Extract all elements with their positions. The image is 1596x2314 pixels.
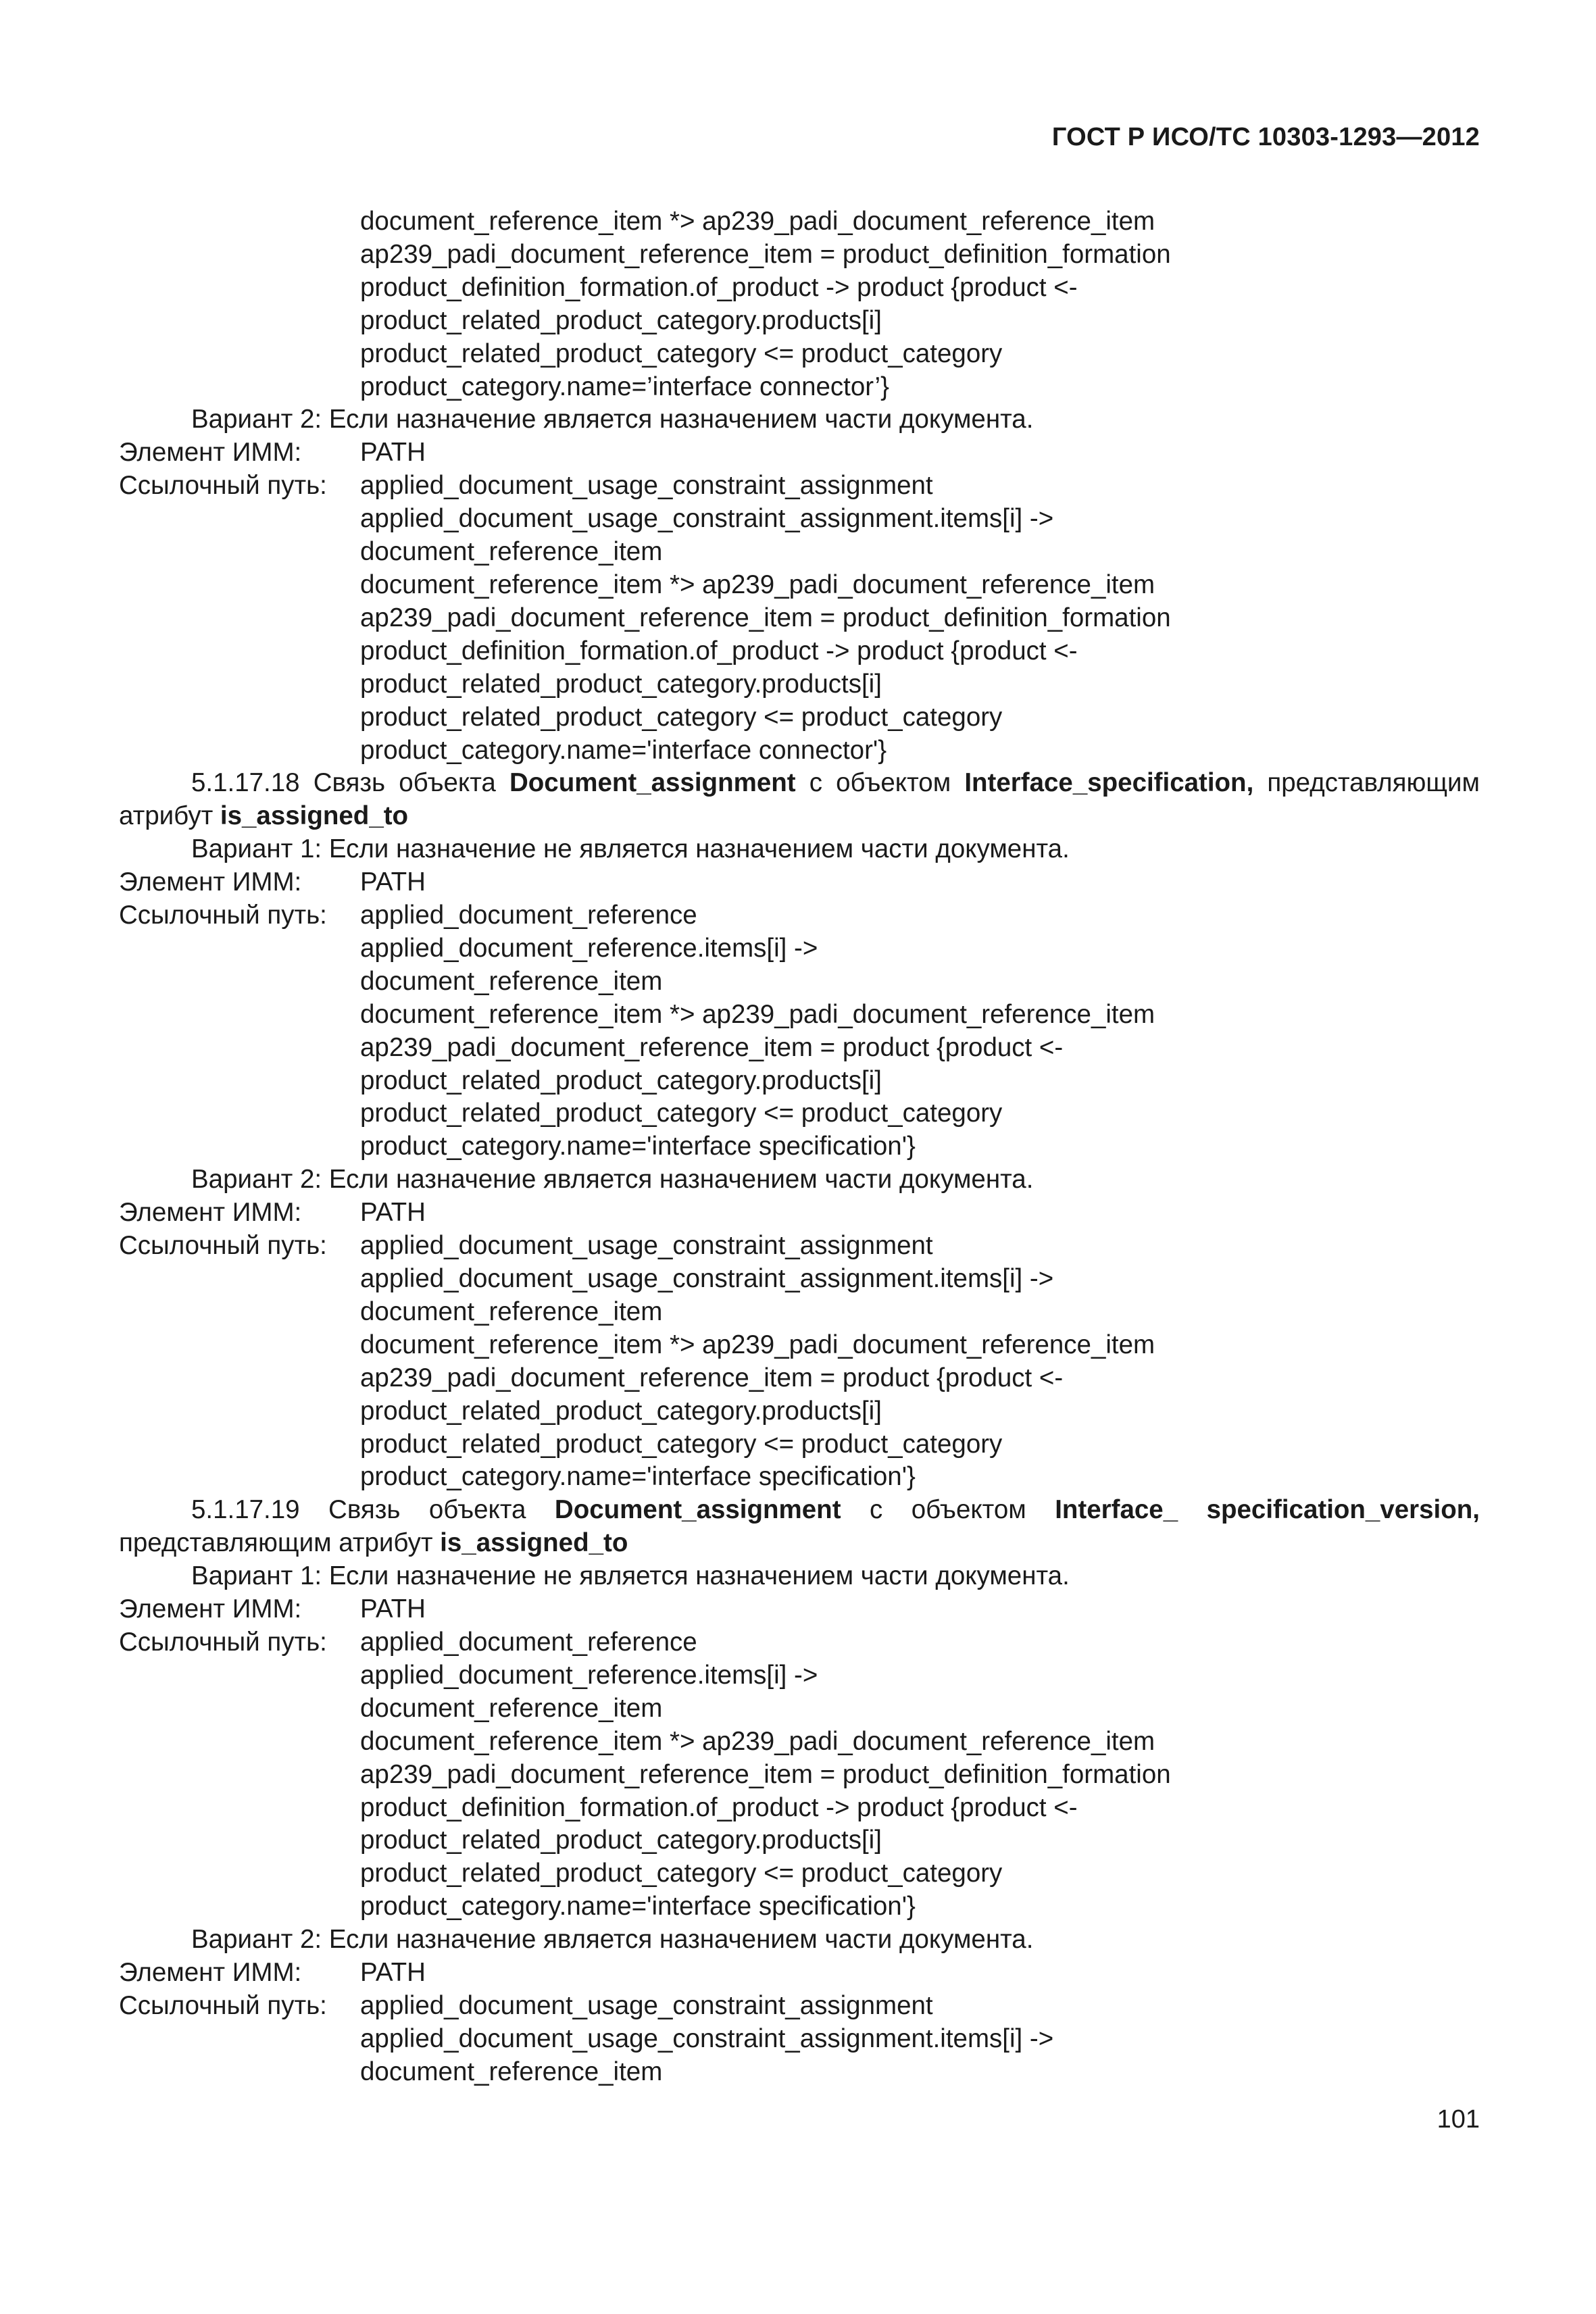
element-value: PATH [360, 438, 426, 468]
variant-heading: Вариант 1: Если назначение не является назначением части документа. [191, 834, 1070, 864]
element-row [119, 1197, 1480, 1230]
element-label: Элемент ИММ: [119, 867, 302, 897]
path-line: document_reference_item [360, 1297, 663, 1326]
path-line: applied_document_reference.items[i] -> [360, 933, 818, 963]
element-row [119, 866, 1480, 899]
attribute-name: is_assigned_to [220, 801, 409, 831]
path-line: product_category.name='interface connector'} [360, 735, 887, 765]
element-row [119, 1957, 1480, 1990]
variant-heading: Вариант 2: Если назначение является назначением части документа. [191, 1925, 1034, 1955]
path-line: document_reference_item [360, 2057, 663, 2086]
element-row [119, 436, 1480, 470]
path-line: product_definition_formation.of_product -> product {product <- [360, 636, 1078, 665]
path-line: document_reference_item *> ap239_padi_document_reference_item [360, 1726, 1155, 1756]
ref-path-label: Ссылочный путь: [119, 901, 327, 930]
path-line: product_definition_formation.of_product -> product {product <- [360, 1792, 1078, 1822]
path-line: applied_document_reference.items[i] -> [360, 1660, 818, 1690]
object-name: Interface_ specification_version, [1055, 1495, 1480, 1525]
variant-heading: Вариант 2: Если назначение является назначением части документа. [191, 405, 1034, 434]
element-value: PATH [360, 867, 426, 897]
path-line: product_category.name=’interface connector’} [360, 372, 889, 401]
element-label: Элемент ИММ: [119, 1958, 302, 1988]
element-label: Элемент ИММ: [119, 1594, 302, 1624]
path-line: ap239_padi_document_reference_item = product {product <- [360, 1363, 1064, 1392]
path-line: applied_document_usage_constraint_assignment [360, 1990, 933, 2020]
path-line: product_category.name='interface specification'} [360, 1892, 916, 1921]
path-line: product_related_product_category <= product_category [360, 1099, 1003, 1128]
path-line: product_related_product_category.products[i] [360, 1396, 882, 1426]
ref-path-row [119, 470, 1480, 503]
path-line: applied_document_usage_constraint_assignment [360, 471, 933, 501]
object-name: Document_assignment [509, 768, 796, 798]
ref-path-label: Ссылочный путь: [119, 1990, 327, 2020]
path-line: applied_document_usage_constraint_assignment.items[i] -> [360, 1264, 1054, 1293]
path-line: product_related_product_category.products[i] [360, 305, 882, 335]
element-label: Элемент ИММ: [119, 438, 302, 468]
ref-path-row [119, 1230, 1480, 1263]
path-line: product_related_product_category.products[i] [360, 669, 882, 699]
document-body [119, 205, 1480, 2089]
path-line: document_reference_item [360, 1693, 663, 1723]
ref-path-label: Ссылочный путь: [119, 1231, 327, 1261]
path-line: product_definition_formation.of_product -> product {product <- [360, 272, 1078, 302]
path-line: document_reference_item *> ap239_padi_document_reference_item [360, 207, 1155, 236]
path-line: ap239_padi_document_reference_item = product_definition_formation [360, 603, 1171, 632]
path-line: product_related_product_category <= product_category [360, 702, 1003, 732]
path-line: product_category.name='interface specification'} [360, 1462, 916, 1492]
element-value: PATH [360, 1594, 426, 1624]
path-line: applied_document_usage_constraint_assignment.items[i] -> [360, 2023, 1054, 2053]
element-row [119, 1593, 1480, 1626]
ref-path-label: Ссылочный путь: [119, 471, 327, 501]
path-line: document_reference_item [360, 966, 663, 996]
path-line: product_related_product_category <= product_category [360, 338, 1003, 368]
path-line: document_reference_item *> ap239_padi_document_reference_item [360, 570, 1155, 599]
path-line: applied_document_usage_constraint_assignment.items[i] -> [360, 504, 1054, 534]
variant-heading: Вариант 2: Если назначение является назначением части документа. [191, 1165, 1034, 1194]
path-line: ap239_padi_document_reference_item = product_definition_formation [360, 1759, 1171, 1789]
path-line: ap239_padi_document_reference_item = product_definition_formation [360, 239, 1171, 269]
ref-path-label: Ссылочный путь: [119, 1627, 327, 1657]
path-line: product_category.name='interface specification'} [360, 1132, 916, 1161]
path-line: applied_document_usage_constraint_assignment [360, 1231, 933, 1261]
path-line: applied_document_reference [360, 1627, 697, 1657]
path-line: document_reference_item [360, 537, 663, 567]
element-value: PATH [360, 1198, 426, 1228]
section-heading: 5.1.17.19 Связь объекта Document_assignment с объектом Interface_ specification_version, представляющим атрибут is_assigned_to [119, 1495, 1480, 1558]
page-number: 101 [1437, 2105, 1480, 2134]
ref-path-row [119, 1626, 1480, 1659]
attribute-name: is_assigned_to [440, 1528, 628, 1558]
object-name: Document_assignment [554, 1495, 841, 1525]
document-header: ГОСТ Р ИСО/ТС 10303-1293—2012 [1051, 123, 1480, 151]
section-heading: 5.1.17.18 Связь объекта Document_assignment с объектом Interface_specification, представляющим атрибут is_assigned_to [119, 768, 1480, 831]
path-line: product_related_product_category <= product_category [360, 1859, 1003, 1888]
ref-path-row [119, 899, 1480, 932]
path-line: document_reference_item *> ap239_padi_document_reference_item [360, 999, 1155, 1029]
element-label: Элемент ИММ: [119, 1198, 302, 1228]
object-name: Interface_specification, [964, 768, 1254, 798]
ref-path-row [119, 1990, 1480, 2023]
variant-heading: Вариант 1: Если назначение не является назначением части документа. [191, 1561, 1070, 1591]
path-line: applied_document_reference [360, 901, 697, 930]
path-line: document_reference_item *> ap239_padi_document_reference_item [360, 1330, 1155, 1359]
path-line: ap239_padi_document_reference_item = product {product <- [360, 1032, 1064, 1062]
path-line: product_related_product_category.products[i] [360, 1065, 882, 1095]
path-line: product_related_product_category <= product_category [360, 1429, 1003, 1459]
path-line: product_related_product_category.products[i] [360, 1826, 882, 1855]
element-value: PATH [360, 1958, 426, 1988]
